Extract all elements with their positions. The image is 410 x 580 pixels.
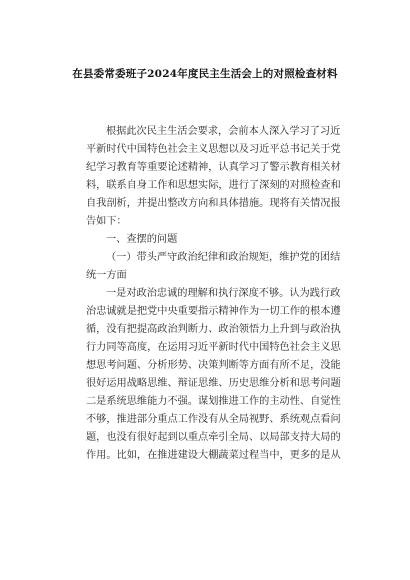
paragraph-line: 二是系统思维能力不强。谋划推进工作的主动性、自觉性 <box>86 396 341 407</box>
paragraph-line: 治忠诚就是把党中央重要指示精神作为一切工作的根本遵 <box>86 306 341 317</box>
section-heading: 一、查摆的问题 <box>106 234 178 245</box>
paragraph-line: 告如下： <box>86 216 127 227</box>
paragraph-line: 自我剖析，并提出整改方向和具体措施。现将有关情况报 <box>86 198 341 209</box>
paragraph-line: 想思考问题、分析形势、决策判断等方面有所不足，没能 <box>86 360 341 371</box>
subsection-heading-cont: 统一方面 <box>86 270 127 281</box>
paragraph-line: 根据此次民主生活会要求，会前本人深入学习了习近 <box>106 126 341 137</box>
paragraph-line: 料，联系自身工作和思想实际，进行了深刻的对照检查和 <box>86 180 341 191</box>
paragraph-line: 很好运用战略思维、辩证思维、历史思维分析和思考问题 <box>86 378 341 389</box>
paragraph-line: 一是对政治忠诚的理解和执行深度不够。认为践行政 <box>106 288 341 299</box>
paragraph-line: 循，没有把提高政治判断力、政治领悟力上升到与政治执 <box>86 324 341 335</box>
paragraph-line: 作用。比如，在推进建设大棚蔬菜过程当中，更多的是从 <box>86 450 341 461</box>
document-title: 在县委常委班子2024年度民主生活会上的对照检查材料 <box>72 68 338 80</box>
paragraph-line: 题，也没有很好起到以重点牵引全局、以局部支持大局的 <box>86 432 341 443</box>
paragraph-line: 行力同等高度，在运用习近平新时代中国特色社会主义思 <box>86 342 341 353</box>
paragraph-line: 不够，推进部分重点工作没有从全局视野、系统观点看问 <box>86 414 341 425</box>
paragraph-line: 平新时代中国特色社会主义思想以及习近平总书记关于党 <box>86 144 341 155</box>
subsection-heading: （一）带头严守政治纪律和政治规矩，维护党的团结 <box>106 252 341 263</box>
paragraph-line: 纪学习教育等重要论述精神，认真学习了警示教育相关材 <box>86 162 341 173</box>
